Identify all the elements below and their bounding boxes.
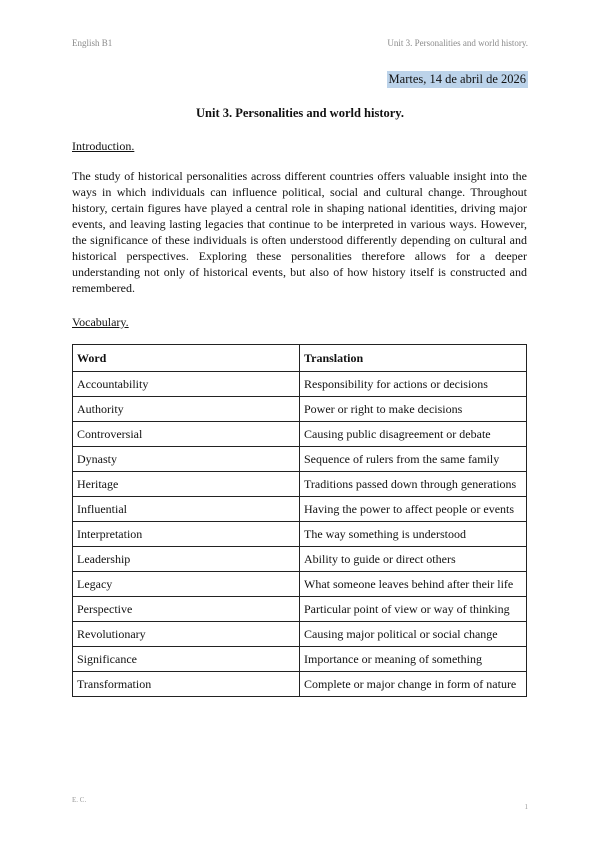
- introduction-heading: Introduction.: [72, 139, 135, 153]
- translation-cell: Causing public disagreement or debate: [300, 422, 527, 447]
- header-course: English B1: [72, 38, 113, 48]
- column-header-word: Word: [73, 345, 300, 372]
- translation-cell: The way something is understood: [300, 522, 527, 547]
- table-row: [73, 447, 527, 472]
- table-row: [73, 572, 527, 597]
- word-cell: Accountability: [73, 372, 300, 397]
- table-row: [73, 622, 527, 647]
- word-cell: Interpretation: [73, 522, 300, 547]
- word-cell: Revolutionary: [73, 622, 300, 647]
- table-row: [73, 472, 527, 497]
- table-row: [73, 672, 527, 697]
- word-cell: Controversial: [73, 422, 300, 447]
- table-row: [73, 497, 527, 522]
- word-cell: Legacy: [73, 572, 300, 597]
- table-row: [73, 422, 527, 447]
- table-header-row: [73, 345, 527, 372]
- translation-cell: Having the power to affect people or events: [300, 497, 527, 522]
- translation-cell: Power or right to make decisions: [300, 397, 527, 422]
- translation-cell: Ability to guide or direct others: [300, 547, 527, 572]
- introduction-paragraph: The study of historical personalities across different countries offers valuable insight into the ways in which individuals can influence political, social and cultural change. Throughout history, certain figures have played a central role in shaping national identities, driving major events, and leaving lasting legacies that continue to be interpreted in various ways. However, the significance of these individuals is often understood differently depending on cultural and historical perspectives. Exploring these personalities therefore allows for a deeper understanding not only of historical events, but also of how history itself is constructed and remembered.: [72, 169, 527, 295]
- table-row: [73, 397, 527, 422]
- word-cell: Perspective: [73, 597, 300, 622]
- word-cell: Leadership: [73, 547, 300, 572]
- table-row: [73, 647, 527, 672]
- page-number: 1: [524, 803, 528, 811]
- translation-cell: Responsibility for actions or decisions: [300, 372, 527, 397]
- translation-cell: What someone leaves behind after their life: [300, 572, 527, 597]
- vocabulary-heading: Vocabulary.: [72, 315, 129, 329]
- word-cell: Authority: [73, 397, 300, 422]
- translation-cell: Importance or meaning of something: [300, 647, 527, 672]
- header-unit: Unit 3. Personalities and world history.: [387, 38, 528, 48]
- word-cell: Dynasty: [73, 447, 300, 472]
- page-title: Unit 3. Personalities and world history.: [196, 106, 404, 120]
- word-cell: Influential: [73, 497, 300, 522]
- footer-initials: E. C.: [72, 796, 87, 804]
- vocabulary-table: [72, 344, 527, 697]
- date-field[interactable]: Martes, 14 de abril de 2026: [388, 72, 526, 86]
- table-row: [73, 597, 527, 622]
- word-cell: Significance: [73, 647, 300, 672]
- word-cell: Transformation: [73, 672, 300, 697]
- column-header-translation: Translation: [300, 345, 527, 372]
- table-row: [73, 547, 527, 572]
- word-cell: Heritage: [73, 472, 300, 497]
- translation-cell: Complete or major change in form of nature: [300, 672, 527, 697]
- table-row: [73, 372, 527, 397]
- translation-cell: Particular point of view or way of thinking: [300, 597, 527, 622]
- translation-cell: Causing major political or social change: [300, 622, 527, 647]
- table-row: [73, 522, 527, 547]
- translation-cell: Sequence of rulers from the same family: [300, 447, 527, 472]
- translation-cell: Traditions passed down through generations: [300, 472, 527, 497]
